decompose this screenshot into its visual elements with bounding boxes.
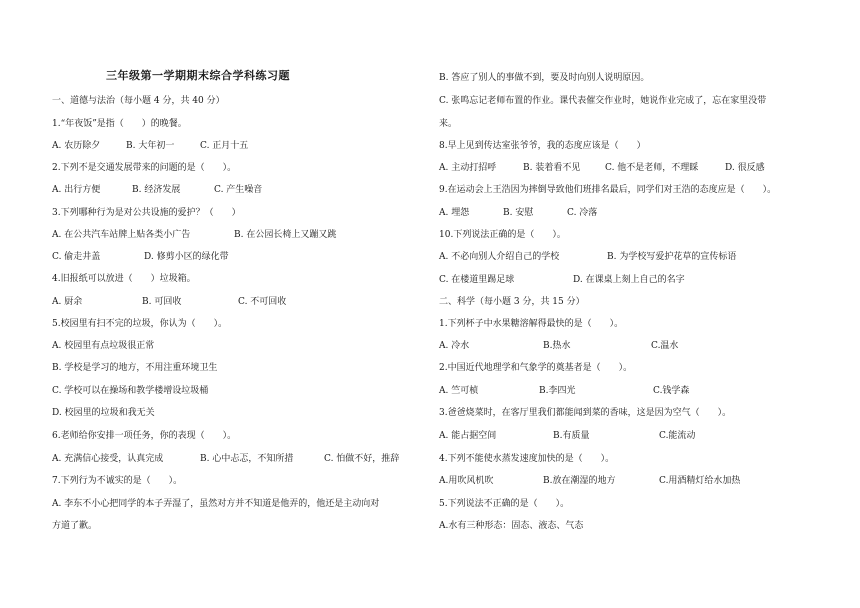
- option-a: A. 主动打招呼: [439, 163, 497, 173]
- option-a: A. 农历除夕: [52, 141, 101, 151]
- option-b: B. 答应了别人的事做不到，要及时向别人说明原因。: [439, 73, 650, 83]
- option-d: D. 在课桌上刻上自己的名字: [573, 275, 685, 285]
- option-b: B. 装着看不见: [523, 163, 581, 173]
- option-d: D. 校园里的垃圾和我无关: [52, 408, 155, 418]
- option-b: B. 在公园长椅上又蹦又跳: [234, 230, 337, 240]
- question-stem: 1.下列杯子中水果糖溶解得最快的是（ ）。: [439, 319, 624, 329]
- option-a: A. 能占据空间: [439, 431, 497, 441]
- option-a: A. 厨余: [52, 297, 83, 307]
- option-a: A.水有三种形态：固态、液态、气态: [439, 521, 584, 531]
- question-stem: 2.中国近代地理学和气象学的奠基者是（ ）。: [439, 363, 633, 373]
- option-b: B.放在潮湿的地方: [543, 476, 616, 486]
- option-c: C. 偷走井盖: [52, 252, 101, 262]
- option-b: B. 经济发展: [132, 185, 181, 195]
- option-c: C. 不可回收: [238, 297, 287, 307]
- option-c: C. 他不是老师，不理睬: [605, 163, 699, 173]
- option-c-continuation: 来。: [439, 119, 458, 129]
- question-stem: 8.早上见到传达室张爷爷，我的态度应该是（ ）: [439, 141, 646, 151]
- option-c: C. 在楼道里踢足球: [439, 275, 515, 285]
- option-a: A. 冷水: [439, 341, 470, 351]
- option-c: C.温水: [651, 341, 679, 351]
- option-b: B. 可回收: [142, 297, 182, 307]
- option-a-continuation: 方道了歉。: [52, 521, 98, 531]
- question-stem: 5.下列说法不正确的是（ ）。: [439, 499, 570, 509]
- option-b: B. 为学校写爱护花草的宣传标语: [607, 252, 737, 262]
- question-stem: 10.下列说法正确的是（ ）。: [439, 230, 566, 240]
- question-stem: 3.爸爸烧菜时，在客厅里我们都能闻到菜的香味，这是因为空气（ ）。: [439, 408, 732, 418]
- question-stem: 4.下列不能使水蒸发速度加快的是（ ）。: [439, 454, 615, 464]
- option-c: C. 冷落: [567, 208, 598, 218]
- option-c: C. 怕做不好，推辞: [324, 454, 400, 464]
- option-c: C. 学校可以在操场和教学楼增设垃圾桶: [52, 386, 209, 396]
- option-c: C. 张鸣忘记老师布置的作业。课代表催交作业时，她说作业完成了，忘在家里没带: [439, 96, 767, 106]
- option-b: B. 心中忐忑，不知所措: [200, 454, 294, 464]
- option-a: A. 校园里有点垃圾很正常: [52, 341, 155, 351]
- question-stem: 9.在运动会上王浩因为摔倒导致他们班排名最后，同学们对王浩的态度应是（ ）。: [439, 185, 777, 195]
- option-a: A. 充满信心接受，认真完成: [52, 454, 164, 464]
- question-stem: 5.校园里有扫不完的垃圾，你认为（ ）。: [52, 319, 228, 329]
- option-c: C.用酒精灯给水加热: [659, 476, 741, 486]
- option-d: D. 很反感: [725, 163, 765, 173]
- section-heading-ethics: 一、道德与法治（每小题 4 分，共 40 分）: [52, 96, 225, 106]
- option-a: A. 竺可桢: [439, 386, 479, 396]
- option-b: B.有质量: [553, 431, 590, 441]
- option-b: B. 学校是学习的地方，不用注重环境卫生: [52, 363, 218, 373]
- option-a: A. 在公共汽车站牌上贴各类小广告: [52, 230, 191, 240]
- option-a: A.用吹风机吹: [439, 476, 494, 486]
- section-heading-science: 二、科学（每小题 3 分，共 15 分）: [439, 297, 585, 307]
- page-title: 三年级第一学期期末综合学科练习题: [106, 69, 290, 82]
- question-stem: 3.下列哪种行为是对公共设施的爱护？（ ）: [52, 208, 241, 218]
- option-a: A. 不必向别人介绍自己的学校: [439, 252, 560, 262]
- question-stem: 1.“年夜饭”是指（ ）的晚餐。: [52, 119, 187, 129]
- question-stem: 4.旧报纸可以放进（ ）垃圾箱。: [52, 274, 196, 284]
- option-c: C.能流动: [659, 431, 696, 441]
- option-a: A. 李东不小心把同学的本子弄湿了，虽然对方并不知道是他弄的，他还是主动向对: [52, 499, 380, 509]
- option-d: D. 修剪小区的绿化带: [144, 252, 229, 262]
- question-stem: 7.下列行为不诚实的是（ ）。: [52, 476, 183, 486]
- option-b: B.热水: [543, 341, 571, 351]
- option-a: A. 出行方便: [52, 185, 101, 195]
- question-stem: 6.老师给你安排一项任务，你的表现（ ）。: [52, 431, 237, 441]
- question-stem: 2.下列不是交通发展带来的问题的是（ ）。: [52, 163, 237, 173]
- option-c: C. 正月十五: [200, 141, 249, 151]
- option-b: B.李四光: [539, 386, 576, 396]
- option-b: B. 大年初一: [126, 141, 175, 151]
- option-b: B. 安慰: [503, 208, 534, 218]
- option-c: C. 产生噪音: [214, 185, 263, 195]
- option-c: C.钱学森: [653, 386, 690, 396]
- option-a: A. 埋怨: [439, 208, 470, 218]
